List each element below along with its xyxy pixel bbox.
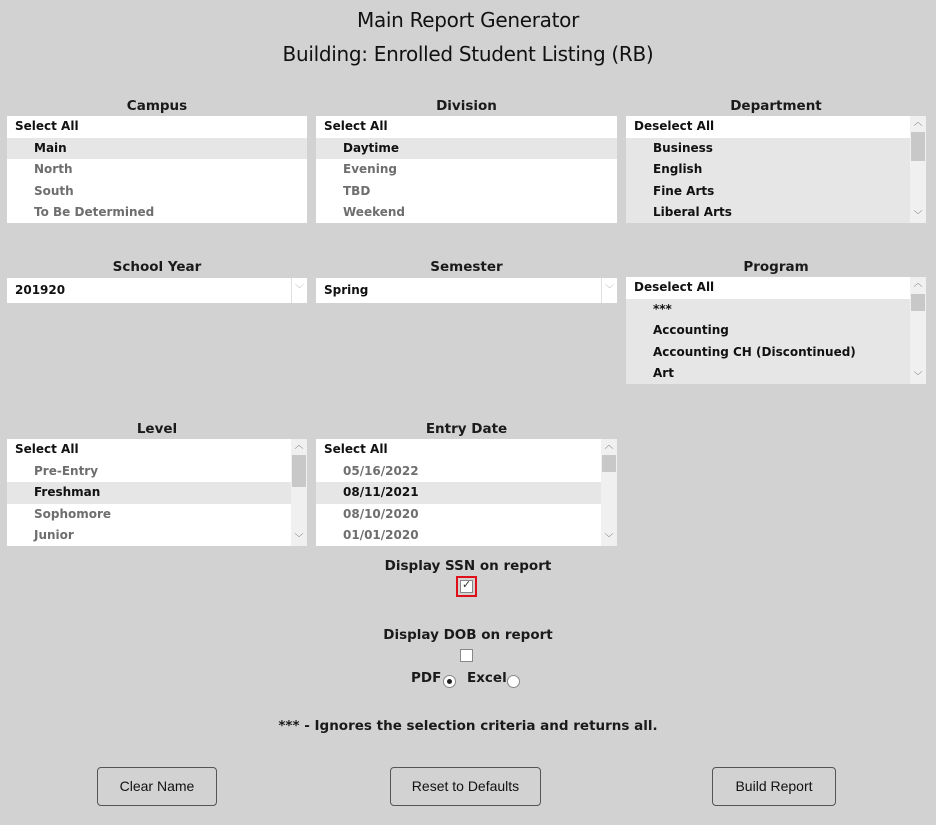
campus-item-north[interactable]: North [7, 159, 307, 181]
division-select-all[interactable]: Select All [316, 116, 617, 138]
level-select-all[interactable]: Select All [7, 439, 291, 461]
build-report-button[interactable]: Build Report [712, 767, 836, 806]
entry-date-scrollbar[interactable] [601, 439, 617, 546]
scroll-thumb[interactable] [602, 455, 616, 472]
division-item-daytime[interactable]: Daytime [316, 138, 617, 160]
entry-date-label: Entry Date [425, 421, 508, 437]
selection-note: *** - Ignores the selection criteria and returns all. [278, 718, 658, 734]
division-label: Division [436, 98, 497, 114]
pdf-label: PDF [411, 670, 442, 686]
scroll-down-icon[interactable]: ﹀ [913, 211, 923, 221]
excel-radio[interactable] [507, 675, 520, 688]
campus-item-main[interactable]: Main [7, 138, 307, 160]
display-ssn-label: Display SSN on report [384, 558, 552, 574]
program-item-accounting[interactable]: Accounting [626, 320, 910, 342]
program-item-art[interactable]: Art [626, 363, 910, 384]
entry-date-item[interactable]: 01/01/2020 [316, 525, 601, 546]
department-deselect-all[interactable]: Deselect All [626, 116, 910, 138]
program-label: Program [743, 259, 809, 275]
pdf-radio[interactable] [443, 675, 456, 688]
scroll-down-icon[interactable]: ﹀ [604, 534, 614, 544]
department-label: Department [730, 98, 822, 114]
chevron-down-icon[interactable]: ﹀ [601, 278, 617, 303]
chevron-down-icon[interactable]: ﹀ [291, 278, 307, 303]
scroll-up-icon[interactable]: ︿ [913, 118, 923, 128]
check-icon: ✓ [462, 578, 472, 591]
scroll-down-icon[interactable]: ﹀ [294, 534, 304, 544]
reset-defaults-button[interactable]: Reset to Defaults [390, 767, 541, 806]
campus-item-tbd[interactable]: To Be Determined [7, 202, 307, 223]
entry-date-select-all[interactable]: Select All [316, 439, 601, 461]
display-dob-label: Display DOB on report [383, 627, 553, 643]
scroll-thumb[interactable] [911, 294, 925, 311]
program-item-accounting-ch[interactable]: Accounting CH (Discontinued) [626, 342, 910, 364]
department-item-english[interactable]: English [626, 159, 910, 181]
program-listbox[interactable] [626, 277, 926, 384]
level-item-pre-entry[interactable]: Pre-Entry [7, 461, 291, 483]
radio-selected-dot [447, 679, 452, 684]
format-radio-group [0, 670, 936, 690]
display-ssn-checkbox[interactable] [460, 580, 473, 593]
level-item-sophomore[interactable]: Sophomore [7, 504, 291, 526]
campus-select-all[interactable]: Select All [7, 116, 307, 138]
level-listbox[interactable] [7, 439, 307, 546]
department-item-liberal-arts[interactable]: Liberal Arts [626, 202, 910, 223]
division-item-weekend[interactable]: Weekend [316, 202, 617, 223]
program-deselect-all[interactable]: Deselect All [626, 277, 910, 299]
division-item-tbd[interactable]: TBD [316, 181, 617, 203]
department-scrollbar[interactable] [910, 116, 926, 223]
division-listbox[interactable] [316, 116, 617, 223]
scroll-up-icon[interactable]: ︿ [294, 441, 304, 451]
program-scrollbar[interactable] [910, 277, 926, 384]
scroll-thumb[interactable] [292, 455, 306, 487]
entry-date-listbox[interactable] [316, 439, 617, 546]
scroll-up-icon[interactable]: ︿ [604, 441, 614, 451]
school-year-value: 201920 [15, 283, 66, 297]
school-year-label: School Year [112, 259, 202, 275]
scroll-thumb[interactable] [911, 132, 925, 161]
school-year-dropdown[interactable] [7, 278, 307, 303]
page-title: Main Report Generator [356, 8, 580, 32]
department-item-fine-arts[interactable]: Fine Arts [626, 181, 910, 203]
semester-value: Spring [324, 283, 369, 297]
campus-listbox[interactable] [7, 116, 307, 223]
semester-label: Semester [430, 259, 503, 275]
report-name: Building: Enrolled Student Listing (RB) [282, 42, 654, 66]
excel-label: Excel [467, 670, 507, 686]
level-label: Level [136, 421, 178, 437]
entry-date-item[interactable]: 05/16/2022 [316, 461, 601, 483]
campus-label: Campus [126, 98, 188, 114]
level-item-junior[interactable]: Junior [7, 525, 291, 546]
department-item-business[interactable]: Business [626, 138, 910, 160]
scroll-up-icon[interactable]: ︿ [913, 279, 923, 289]
scroll-down-icon[interactable]: ﹀ [913, 372, 923, 382]
semester-dropdown[interactable] [316, 278, 617, 303]
level-item-freshman[interactable]: Freshman [7, 482, 291, 504]
display-dob-checkbox[interactable] [460, 649, 473, 662]
entry-date-item[interactable]: 08/11/2021 [316, 482, 601, 504]
division-item-evening[interactable]: Evening [316, 159, 617, 181]
clear-name-button[interactable]: Clear Name [97, 767, 217, 806]
program-item-all-marker[interactable]: *** [626, 299, 910, 321]
campus-item-south[interactable]: South [7, 181, 307, 203]
entry-date-item[interactable]: 08/10/2020 [316, 504, 601, 526]
level-scrollbar[interactable] [291, 439, 307, 546]
department-listbox[interactable] [626, 116, 926, 223]
